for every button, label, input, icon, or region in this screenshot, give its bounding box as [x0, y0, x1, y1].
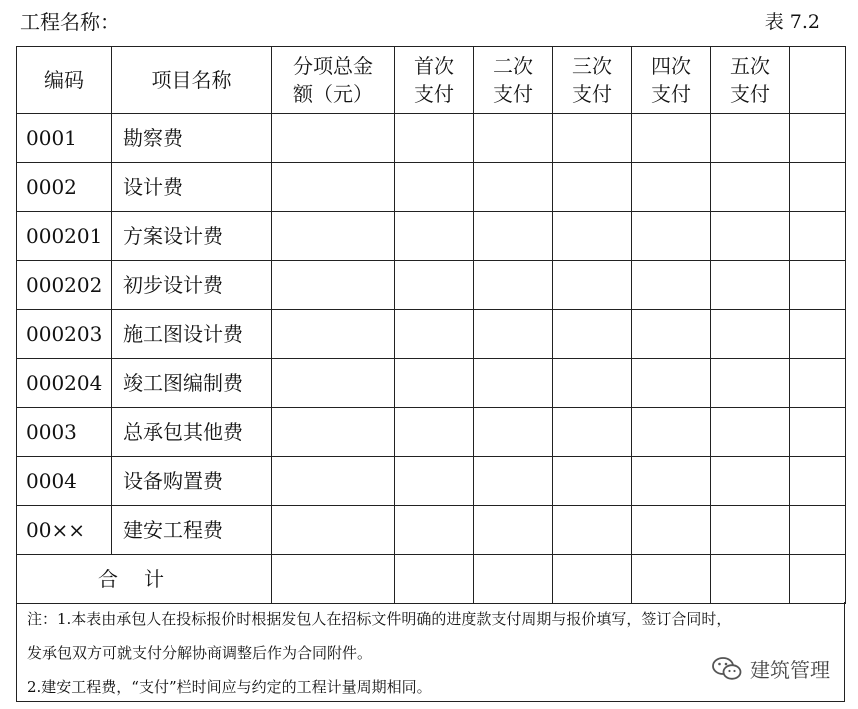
- table-cell: [474, 359, 553, 408]
- table-cell: [272, 114, 395, 163]
- col-header-blank: [790, 47, 846, 114]
- table-cell: [272, 359, 395, 408]
- table-cell: [272, 506, 395, 555]
- table-cell: [790, 163, 846, 212]
- table-cell: [632, 408, 711, 457]
- table-cell: [553, 163, 632, 212]
- table-row: [17, 261, 846, 310]
- table-cell: [474, 261, 553, 310]
- row-code: 0004: [17, 457, 112, 506]
- table-cell: [395, 506, 474, 555]
- table-row: [17, 310, 846, 359]
- row-code: 000202: [17, 261, 112, 310]
- table-cell: [711, 261, 790, 310]
- note-line-3: 2.建安工程费，“支付”栏时间应与约定的工程计量周期相同。: [27, 678, 432, 696]
- table-cell: [395, 457, 474, 506]
- table-cell: [272, 555, 395, 604]
- row-item-name: 初步设计费: [112, 261, 272, 310]
- col-header-total-amount: 分项总金额（元）: [272, 47, 395, 114]
- table-cell: [790, 555, 846, 604]
- table-cell: [632, 457, 711, 506]
- table-cell: [632, 506, 711, 555]
- table-cell: [395, 163, 474, 212]
- table-cell: [790, 212, 846, 261]
- row-item-name: 设计费: [112, 163, 272, 212]
- table-cell: [553, 457, 632, 506]
- row-code: 000203: [17, 310, 112, 359]
- payment-schedule-table: [16, 46, 846, 604]
- table-row: [17, 114, 846, 163]
- table-cell: [395, 114, 474, 163]
- col-header-payment-3: 三次支付: [553, 47, 632, 114]
- col-header-payment-4: 四次支付: [632, 47, 711, 114]
- row-item-name: 施工图设计费: [112, 310, 272, 359]
- row-item-name: 建安工程费: [112, 506, 272, 555]
- col-header-payment-1: 首次支付: [395, 47, 474, 114]
- table-cell: [272, 163, 395, 212]
- table-cell: [395, 408, 474, 457]
- table-cell: [711, 555, 790, 604]
- table-cell: [474, 506, 553, 555]
- row-code: 000201: [17, 212, 112, 261]
- col-header-item-name: 项目名称: [112, 47, 272, 114]
- row-code: 0003: [17, 408, 112, 457]
- row-item-name: 竣工图编制费: [112, 359, 272, 408]
- table-cell: [711, 359, 790, 408]
- note-line-2: 发承包双方可就支付分解协商调整后作为合同附件。: [27, 644, 373, 662]
- table-cell: [632, 261, 711, 310]
- table-cell: [553, 310, 632, 359]
- table-cell: [474, 163, 553, 212]
- table-cell: [711, 506, 790, 555]
- table-cell: [553, 506, 632, 555]
- table-cell: [790, 506, 846, 555]
- table-cell: [272, 408, 395, 457]
- table-cell: [711, 114, 790, 163]
- table-cell: [632, 114, 711, 163]
- table-row: [17, 506, 846, 555]
- watermark: [712, 654, 830, 683]
- table-cell: [553, 555, 632, 604]
- row-code: 0001: [17, 114, 112, 163]
- table-cell: [790, 457, 846, 506]
- table-cell: [553, 261, 632, 310]
- page-header: [20, 4, 820, 36]
- row-item-name: 勘察费: [112, 114, 272, 163]
- table-cell: [474, 555, 553, 604]
- table-cell: [553, 359, 632, 408]
- table-number: 表 7.2: [764, 10, 820, 33]
- total-row: [17, 555, 846, 604]
- row-item-name: 设备购置费: [112, 457, 272, 506]
- table-cell: [632, 555, 711, 604]
- table-cell: [790, 114, 846, 163]
- table-row: [17, 359, 846, 408]
- table-cell: [474, 114, 553, 163]
- table-cell: [711, 310, 790, 359]
- table-cell: [632, 359, 711, 408]
- table-row: [17, 212, 846, 261]
- table-cell: [790, 261, 846, 310]
- table-cell: [395, 359, 474, 408]
- table-cell: [553, 408, 632, 457]
- watermark-text: 建筑管理: [750, 658, 830, 682]
- table-cell: [711, 408, 790, 457]
- table-cell: [272, 261, 395, 310]
- table-cell: [711, 457, 790, 506]
- table-header-row: [17, 47, 846, 114]
- table-row: [17, 457, 846, 506]
- table-cell: [395, 310, 474, 359]
- col-header-code: 编码: [17, 47, 112, 114]
- table-cell: [395, 555, 474, 604]
- table-cell: [632, 310, 711, 359]
- table-cell: [711, 163, 790, 212]
- table-cell: [790, 408, 846, 457]
- table-cell: [395, 261, 474, 310]
- col-header-payment-5: 五次支付: [711, 47, 790, 114]
- total-label: 合计: [17, 555, 272, 604]
- table-row: [17, 408, 846, 457]
- col-header-payment-2: 二次支付: [474, 47, 553, 114]
- table-cell: [474, 212, 553, 261]
- note-line-1: 注：1.本表由承包人在投标报价时根据发包人在招标文件明确的进度款支付周期与报价填写，签订合同时，: [27, 610, 732, 628]
- table-cell: [632, 212, 711, 261]
- table-cell: [272, 457, 395, 506]
- table-cell: [474, 408, 553, 457]
- table-cell: [395, 212, 474, 261]
- table-cell: [553, 114, 632, 163]
- row-item-name: 方案设计费: [112, 212, 272, 261]
- row-code: 000204: [17, 359, 112, 408]
- table-cell: [632, 163, 711, 212]
- project-name-label: 工程名称：: [20, 9, 120, 34]
- table-cell: [272, 310, 395, 359]
- table-row: [17, 163, 846, 212]
- table-cell: [474, 310, 553, 359]
- table-cell: [790, 310, 846, 359]
- table-cell: [272, 212, 395, 261]
- wechat-icon: [712, 656, 742, 682]
- table-cell: [790, 359, 846, 408]
- table-cell: [711, 212, 790, 261]
- row-code: 00××: [17, 506, 112, 555]
- table-notes: [16, 602, 845, 702]
- table-cell: [474, 457, 553, 506]
- row-code: 0002: [17, 163, 112, 212]
- table-cell: [553, 212, 632, 261]
- row-item-name: 总承包其他费: [112, 408, 272, 457]
